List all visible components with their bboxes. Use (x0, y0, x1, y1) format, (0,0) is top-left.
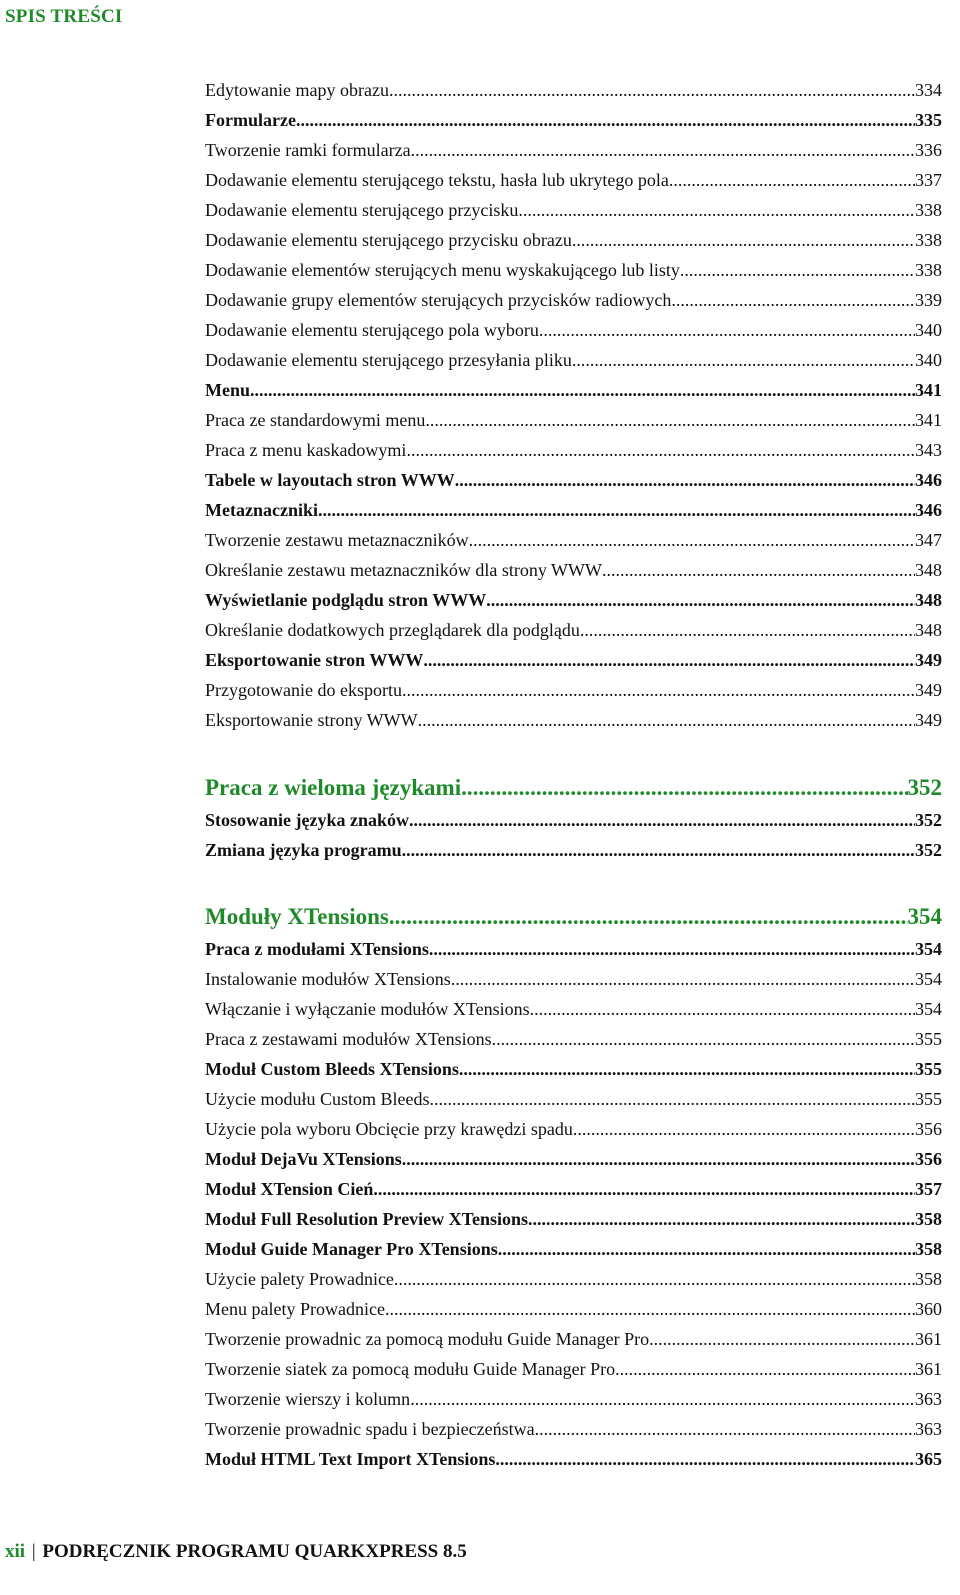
toc-dot-leader (572, 229, 915, 251)
toc-entry[interactable] (205, 349, 942, 373)
toc-section[interactable] (205, 379, 942, 403)
toc-dot-leader (429, 1088, 915, 1110)
toc-section[interactable] (205, 1238, 942, 1262)
toc-page-number: 346 (915, 470, 942, 490)
toc-dot-leader (469, 529, 915, 551)
toc-dot-leader (680, 259, 915, 281)
toc-entry-title: Praca z zestawami modułów XTensions (205, 1029, 492, 1049)
toc-dot-leader (402, 679, 915, 701)
toc-entry[interactable] (205, 968, 942, 992)
toc-dot-leader (459, 1058, 915, 1080)
book-title: PODRĘCZNIK PROGRAMU QUARKXPRESS 8.5 (42, 1541, 467, 1562)
toc-entry-title: Użycie palety Prowadnice (205, 1269, 394, 1289)
toc-page-number: 355 (915, 1029, 942, 1049)
toc-page-number: 355 (915, 1059, 942, 1079)
toc-dot-leader (406, 439, 915, 461)
toc-page-number: 355 (915, 1089, 942, 1109)
toc-entry[interactable] (205, 559, 942, 583)
toc-dot-leader (373, 1178, 915, 1200)
toc-entry-title: Dodawanie grupy elementów sterujących przycisków radiowych (205, 290, 672, 310)
toc-entry-title: Tworzenie prowadnic za pomocą modułu Guide Manager Pro (205, 1329, 650, 1349)
toc-section[interactable] (205, 809, 942, 833)
toc-page-number: 360 (915, 1299, 942, 1319)
toc-dot-leader (423, 649, 915, 671)
toc-dot-leader (389, 903, 908, 931)
toc-entry-title: Menu palety Prowadnice (205, 1299, 385, 1319)
toc-page-number: 341 (915, 380, 942, 400)
toc-dot-leader (429, 938, 915, 960)
toc-section[interactable] (205, 839, 942, 863)
toc-dot-leader (671, 289, 915, 311)
toc-dot-leader (649, 1328, 915, 1350)
toc-entry[interactable] (205, 229, 942, 253)
toc-section[interactable] (205, 499, 942, 523)
toc-entry-title: Moduł DejaVu XTensions (205, 1149, 402, 1169)
toc-page-number: 348 (915, 620, 942, 640)
toc-entry-title: Włączanie i wyłączanie modułów XTensions (205, 999, 530, 1019)
toc-entry-title: Dodawanie elementu sterującego przycisku obrazu (205, 230, 572, 250)
toc-dot-leader (518, 199, 915, 221)
toc-dot-leader (539, 319, 915, 341)
toc-dot-leader (402, 839, 915, 861)
toc-entry-title: Moduł XTension Cień (205, 1179, 374, 1199)
toc-dot-leader (572, 349, 915, 371)
toc-entry[interactable] (205, 409, 942, 433)
toc-page-number: 363 (915, 1419, 942, 1439)
toc-entry[interactable] (205, 1088, 942, 1112)
toc-page-number: 346 (915, 500, 942, 520)
toc-entry-title: Moduł HTML Text Import XTensions (205, 1449, 496, 1469)
toc-entry-title: Praca z wieloma językami (205, 775, 462, 800)
toc-entry-title: Użycie pola wyboru Obcięcie przy krawędzi spadu (205, 1119, 573, 1139)
toc-entry-title: Eksportowanie strony WWW (205, 710, 418, 730)
toc-dot-leader (573, 1118, 915, 1140)
toc-entry[interactable] (205, 289, 942, 313)
toc-entry-title: Tworzenie siatek za pomocą modułu Guide Manager Pro (205, 1359, 616, 1379)
toc-dot-leader (615, 1358, 915, 1380)
toc-dot-leader (535, 1418, 915, 1440)
toc-dot-leader (250, 379, 915, 401)
toc-entry-title: Tworzenie prowadnic spadu i bezpieczeństwa (205, 1419, 535, 1439)
toc-page-number: 340 (915, 350, 942, 370)
toc-chapter[interactable] (205, 774, 942, 804)
toc-entry-title: Tworzenie zestawu metaznaczników (205, 530, 469, 550)
page-number: xii (5, 1541, 26, 1562)
toc-page-number: 338 (915, 260, 942, 280)
toc-chapter[interactable] (205, 903, 942, 933)
toc-page-number: 354 (915, 939, 942, 959)
toc-entry-title: Moduł Full Resolution Preview XTensions (205, 1209, 529, 1229)
toc-entry-title: Użycie modułu Custom Bleeds (205, 1089, 430, 1109)
toc-page-number: 356 (915, 1119, 942, 1139)
toc-page-number: 365 (915, 1449, 942, 1469)
toc-dot-leader (486, 589, 915, 611)
toc-entry[interactable] (205, 1028, 942, 1052)
toc-page-number: 347 (915, 530, 942, 550)
toc-entry[interactable] (205, 79, 942, 103)
toc-entry-title: Tworzenie wierszy i kolumn (205, 1389, 411, 1409)
toc-page-number: 349 (915, 650, 942, 670)
toc-page-number: 348 (915, 560, 942, 580)
toc-entry[interactable] (205, 709, 942, 733)
toc-entry-title: Moduł Guide Manager Pro XTensions (205, 1239, 498, 1259)
toc-page-number: 358 (915, 1209, 942, 1229)
toc-entry-title: Metaznaczniki (205, 500, 318, 520)
toc-page-number: 361 (915, 1329, 942, 1349)
toc-page-number: 338 (915, 230, 942, 250)
toc-dot-leader (495, 1448, 915, 1470)
toc-entry[interactable] (205, 1388, 942, 1412)
toc-page-number: 334 (915, 80, 942, 100)
toc-page-number: 335 (915, 110, 942, 130)
toc-entry[interactable] (205, 1358, 942, 1382)
toc-dot-leader (389, 79, 915, 101)
toc-page-number: 352 (907, 775, 942, 800)
toc-entry-title: Edytowanie mapy obrazu (205, 80, 389, 100)
toc-section[interactable] (205, 938, 942, 962)
toc-entry[interactable] (205, 1298, 942, 1322)
toc-dot-leader (425, 409, 915, 431)
toc-page-number: 354 (907, 904, 942, 929)
toc-dot-leader (528, 1208, 915, 1230)
page-footer (5, 1541, 467, 1563)
toc-entry[interactable] (205, 1418, 942, 1442)
toc-dot-leader (451, 968, 915, 990)
toc-dot-leader (296, 109, 915, 131)
toc-entry-title: Praca z modułami XTensions (205, 939, 429, 959)
toc-page-number: 349 (915, 710, 942, 730)
toc-page-number: 339 (915, 290, 942, 310)
toc-page-number: 354 (915, 999, 942, 1019)
toc-entry-title: Moduł Custom Bleeds XTensions (205, 1059, 459, 1079)
toc-entry[interactable] (205, 319, 942, 343)
toc-page-number: 336 (915, 140, 942, 160)
toc-entry-title: Dodawanie elementu sterującego pola wyboru (205, 320, 539, 340)
toc-page-number: 352 (915, 810, 942, 830)
toc-entry[interactable] (205, 1118, 942, 1142)
toc-entry-title: Tworzenie ramki formularza (205, 140, 411, 160)
toc-entry-title: Tabele w layoutach stron WWW (205, 470, 455, 490)
toc-section[interactable] (205, 1448, 942, 1472)
toc-dot-leader (418, 709, 915, 731)
toc-entry[interactable] (205, 529, 942, 553)
toc-dot-leader (602, 559, 915, 581)
toc-entry-title: Określanie zestawu metaznaczników dla strony WWW (205, 560, 603, 580)
toc-entry[interactable] (205, 998, 942, 1022)
toc-entry-title: Zmiana języka programu (205, 840, 402, 860)
toc-entry[interactable] (205, 619, 942, 643)
toc-entry[interactable] (205, 139, 942, 163)
toc-dot-leader (492, 1028, 915, 1050)
toc-dot-leader (394, 1268, 915, 1290)
toc-entry-title: Wyświetlanie podglądu stron WWW (205, 590, 487, 610)
toc-dot-leader (318, 499, 915, 521)
toc-entry-title: Przygotowanie do eksportu (205, 680, 402, 700)
toc-page-number: 357 (915, 1179, 942, 1199)
toc-entry-title: Stosowanie języka znaków (205, 810, 410, 830)
toc-entry[interactable] (205, 679, 942, 703)
toc-page-number: 349 (915, 680, 942, 700)
toc-dot-leader (669, 169, 915, 191)
toc-entry[interactable] (205, 199, 942, 223)
toc-section[interactable] (205, 1148, 942, 1172)
toc-page-number: 358 (915, 1269, 942, 1289)
toc-entry-title: Formularze (205, 110, 296, 130)
toc-dot-leader (402, 1148, 915, 1170)
toc-dot-leader (498, 1238, 915, 1260)
toc-section[interactable] (205, 109, 942, 133)
toc-entry-title: Praca ze standardowymi menu (205, 410, 426, 430)
toc-dot-leader (580, 619, 915, 641)
toc-page-number: 348 (915, 590, 942, 610)
toc-dot-leader (411, 139, 915, 161)
toc-section[interactable] (205, 1208, 942, 1232)
toc-entry[interactable] (205, 169, 942, 193)
toc-entry-title: Eksportowanie stron WWW (205, 650, 424, 670)
toc-entry-title: Dodawanie elementu sterującego przesyłania pliku (205, 350, 572, 370)
toc-section[interactable] (205, 649, 942, 673)
toc-entry[interactable] (205, 1328, 942, 1352)
toc-entry-title: Dodawanie elementów sterujących menu wyskakującego lub listy (205, 260, 680, 280)
toc-dot-leader (409, 809, 915, 831)
toc-entry-title: Dodawanie elementu sterującego przycisku (205, 200, 519, 220)
toc-section[interactable] (205, 1058, 942, 1082)
toc-page-number: 352 (915, 840, 942, 860)
footer-separator: | (31, 1541, 36, 1562)
toc-page-number: 343 (915, 440, 942, 460)
toc-entry-title: Praca z menu kaskadowymi (205, 440, 407, 460)
toc-page-number: 337 (915, 170, 942, 190)
toc-entry[interactable] (205, 439, 942, 463)
running-head: SPIS TREŚCI (5, 6, 123, 27)
toc-entry-title: Moduły XTensions (205, 904, 389, 929)
toc-page-number: 363 (915, 1389, 942, 1409)
toc-entry-title: Menu (205, 380, 250, 400)
toc-page-number: 340 (915, 320, 942, 340)
toc-page-number: 341 (915, 410, 942, 430)
toc-section[interactable] (205, 589, 942, 613)
toc-dot-leader (461, 774, 907, 802)
toc-dot-leader (385, 1298, 915, 1320)
toc-dot-leader (455, 469, 915, 491)
toc-section[interactable] (205, 469, 942, 493)
toc-entry-title: Określanie dodatkowych przeglądarek dla podglądu (205, 620, 580, 640)
toc-entry[interactable] (205, 259, 942, 283)
toc-entry[interactable] (205, 1268, 942, 1292)
toc-dot-leader (530, 998, 915, 1020)
toc-page-number: 338 (915, 200, 942, 220)
toc-page-number: 356 (915, 1149, 942, 1169)
toc-page-number: 354 (915, 969, 942, 989)
toc-dot-leader (410, 1388, 915, 1410)
toc-page-number: 358 (915, 1239, 942, 1259)
toc-entry-title: Dodawanie elementu sterującego tekstu, hasła lub ukrytego pola (205, 170, 669, 190)
toc-section[interactable] (205, 1178, 942, 1202)
toc-page-number: 361 (915, 1359, 942, 1379)
toc-entry-title: Instalowanie modułów XTensions (205, 969, 451, 989)
